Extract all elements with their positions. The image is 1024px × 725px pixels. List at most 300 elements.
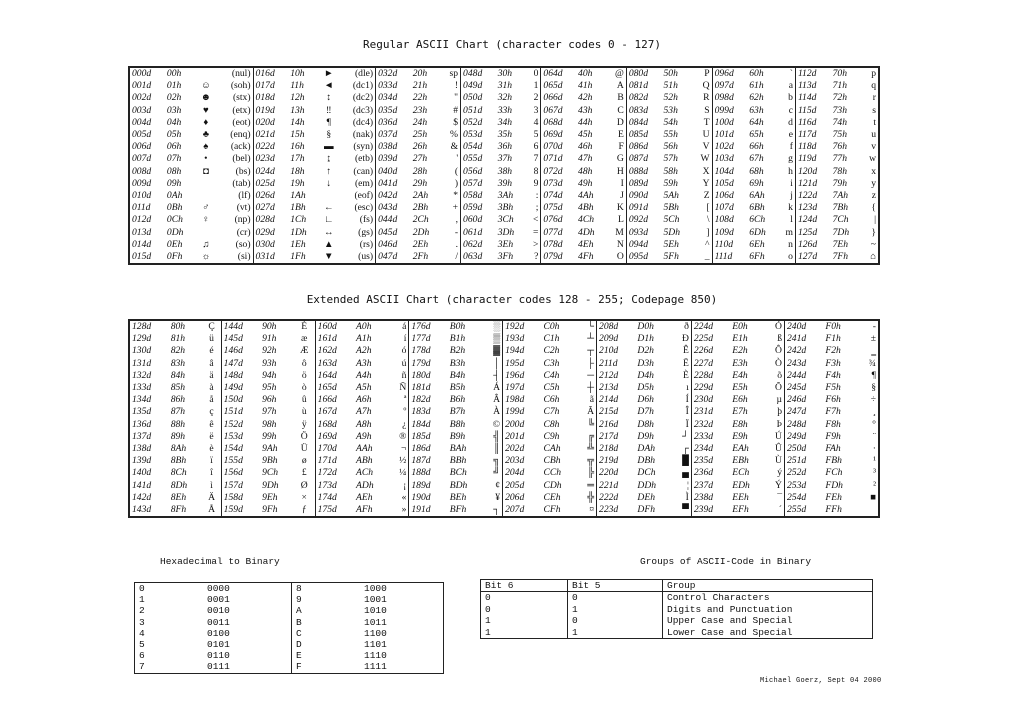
decimal-code: 041d: [378, 177, 398, 189]
hex-code: 10h: [290, 68, 305, 79]
character-glyph: ↑: [326, 165, 332, 177]
table-row: [129, 320, 879, 333]
hex-code: 9Fh: [262, 504, 278, 516]
hex-code: A0h: [356, 321, 372, 332]
hex-code: F8h: [825, 418, 841, 430]
character-glyph: 0: [526, 67, 541, 80]
character-glyph: T: [692, 117, 712, 129]
hex-code: 60h: [749, 68, 764, 79]
table-row: [129, 166, 879, 178]
character-glyph: ¾: [859, 358, 879, 370]
character-glyph: O: [607, 251, 627, 264]
character-glyph: i: [778, 178, 796, 190]
decimal-code: 079d: [543, 251, 563, 263]
character-glyph: %: [441, 129, 460, 141]
character-glyph: P: [692, 67, 712, 80]
character-glyph: ): [441, 178, 460, 190]
hex-code: 03h: [166, 104, 182, 116]
character-glyph: [: [692, 202, 712, 214]
character-glyph: ◄: [324, 80, 334, 92]
control-name: (bs): [216, 166, 253, 178]
hex-code: 26h: [412, 141, 428, 153]
character-glyph: ¼: [390, 467, 409, 479]
decimal-code: 212d: [599, 369, 619, 381]
decimal-code: 080d: [628, 68, 648, 79]
character-glyph: ã: [578, 394, 597, 406]
decimal-code: 203d: [505, 455, 525, 467]
hex-code: 87h: [170, 406, 186, 418]
character-glyph: ♀: [202, 214, 210, 226]
decimal-code: 064d: [543, 68, 563, 79]
character-glyph: s: [861, 105, 879, 117]
character-glyph: A: [607, 80, 627, 92]
character-glyph: Z: [692, 190, 712, 202]
decimal-code: 126d: [797, 238, 818, 250]
decimal-code: 021d: [255, 129, 275, 141]
decimal-code: 008d: [132, 165, 152, 177]
hex-code: 2Bh: [412, 202, 429, 214]
character-glyph: k: [778, 202, 796, 214]
character-glyph: ║: [483, 443, 502, 455]
regular-chart-title: Regular ASCII Chart (character codes 0 - 127): [362, 38, 661, 51]
decimal-code: 036d: [378, 116, 398, 128]
table-row: [129, 455, 879, 467]
character-glyph: ╬: [578, 492, 597, 504]
character-glyph: ♠: [203, 141, 209, 153]
character-glyph: ]: [692, 227, 712, 239]
character-glyph: ┘: [673, 431, 692, 443]
binary-value: 1111: [364, 661, 387, 673]
character-glyph: ☻: [200, 92, 211, 104]
character-glyph: Ã: [578, 406, 597, 418]
hex-code: 17h: [290, 153, 305, 165]
hex-code: 6Fh: [749, 251, 765, 263]
decimal-code: 135d: [132, 406, 152, 418]
character-glyph: 9: [526, 178, 541, 190]
decimal-code: 016d: [255, 68, 275, 79]
hex-code: 08h: [166, 165, 182, 177]
character-glyph: ■: [859, 492, 879, 504]
hex-code: F3h: [825, 357, 841, 369]
hex-code: AEh: [356, 491, 373, 503]
hex-code: E2h: [732, 345, 748, 357]
decimal-code: 223d: [599, 504, 619, 516]
hex-code: 01h: [166, 80, 182, 92]
table-row: [129, 214, 879, 226]
hex-code: 83h: [170, 357, 186, 369]
decimal-code: 242d: [786, 345, 807, 357]
decimal-code: 000d: [132, 68, 152, 79]
hex-code: AFh: [356, 504, 373, 516]
hex-code: CDh: [543, 479, 562, 491]
character-glyph: D: [607, 117, 627, 129]
character-glyph: [319, 190, 339, 202]
character-glyph: n: [778, 239, 796, 251]
hex-digit: 8: [296, 583, 302, 594]
decimal-code: 031d: [255, 251, 275, 263]
character-glyph: G: [607, 153, 627, 165]
hex-code: 56h: [663, 141, 678, 153]
character-glyph: à: [202, 382, 221, 394]
hex-code: 00h: [166, 68, 182, 79]
hex-code: D7h: [637, 406, 654, 418]
decimal-code: 209d: [599, 333, 619, 345]
decimal-code: 237d: [693, 479, 714, 491]
decimal-code: 157d: [223, 479, 243, 491]
character-glyph: [195, 178, 216, 190]
table-row: [135, 617, 444, 628]
decimal-code: 140d: [132, 467, 152, 479]
character-glyph: ¨: [859, 431, 879, 443]
binary-value: 0000: [203, 583, 292, 595]
table-row: [129, 129, 879, 141]
decimal-code: 133d: [132, 382, 152, 394]
character-glyph: C: [607, 105, 627, 117]
decimal-code: 178d: [411, 345, 431, 357]
hex-code: 73h: [832, 104, 847, 116]
decimal-code: 155d: [223, 455, 243, 467]
character-glyph: _: [692, 251, 712, 264]
hex-digit: 9: [296, 594, 302, 606]
character-glyph: ¦: [673, 480, 692, 492]
table-row: [129, 358, 879, 370]
decimal-code: 240d: [786, 321, 807, 332]
decimal-code: 188d: [411, 467, 431, 479]
control-name: (eot): [216, 117, 253, 129]
hex-code: BCh: [449, 467, 467, 479]
decimal-code: 018d: [255, 92, 275, 104]
table-row: [129, 67, 879, 80]
hex-code: 0Eh: [166, 238, 183, 250]
hex-code: A8h: [356, 418, 372, 430]
decimal-code: 085d: [628, 129, 648, 141]
decimal-code: 250d: [786, 443, 807, 455]
character-glyph: ┴: [578, 333, 597, 345]
character-glyph: !: [441, 80, 460, 92]
hex-code: 94h: [262, 369, 277, 381]
decimal-code: 159d: [223, 504, 243, 516]
table-row: [129, 419, 879, 431]
character-glyph: I: [607, 178, 627, 190]
hex-code: 55h: [663, 129, 678, 141]
hex-digit: 2: [139, 605, 145, 617]
character-glyph: [195, 190, 216, 202]
hex-code: 67h: [749, 153, 764, 165]
decimal-code: 026d: [255, 190, 275, 202]
table-row: [481, 592, 873, 604]
hex-code: 54h: [663, 116, 678, 128]
character-glyph: ¸: [859, 406, 879, 418]
hex-code: 75h: [832, 129, 847, 141]
hex-code: 07h: [166, 153, 182, 165]
hex-code: E8h: [732, 418, 748, 430]
character-glyph: R: [692, 92, 712, 104]
hex-code: 9Dh: [262, 479, 279, 491]
hex-code: ABh: [356, 455, 373, 467]
hex-code: 3Ch: [497, 214, 514, 226]
hex-code: 89h: [170, 430, 186, 442]
character-glyph: ;: [526, 202, 541, 214]
hex-code: 7Fh: [832, 251, 849, 263]
control-name: (vt): [216, 202, 253, 214]
decimal-code: 123d: [797, 202, 818, 214]
character-glyph: ì: [202, 480, 221, 492]
decimal-code: 241d: [786, 333, 807, 345]
hex-code: 1Ah: [290, 190, 306, 202]
character-glyph: ├: [578, 358, 597, 370]
control-name: (gs): [339, 227, 376, 239]
decimal-code: 086d: [628, 141, 648, 153]
decimal-code: 025d: [255, 177, 275, 189]
character-glyph: 6: [526, 141, 541, 153]
hex-code: 4Bh: [578, 202, 594, 214]
decimal-code: 191d: [411, 504, 431, 516]
decimal-code: 162d: [317, 345, 337, 357]
character-glyph: ♂: [202, 202, 210, 214]
hex-code: EAh: [732, 443, 749, 455]
decimal-code: 101d: [714, 129, 734, 141]
decimal-code: 032d: [378, 68, 398, 79]
table-row: [135, 639, 444, 650]
hex-code: 69h: [749, 177, 764, 189]
character-glyph: v: [861, 141, 879, 153]
decimal-code: 043d: [378, 202, 398, 214]
decimal-code: 113d: [797, 80, 817, 92]
decimal-code: 011d: [132, 202, 151, 214]
character-glyph: y: [861, 178, 879, 190]
hex-code: F2h: [825, 345, 841, 357]
decimal-code: 139d: [132, 455, 152, 467]
character-glyph: ►: [324, 68, 334, 79]
hex-code: F4h: [825, 369, 841, 381]
decimal-code: 156d: [223, 467, 243, 479]
character-glyph: ä: [202, 370, 221, 382]
hex-digit: 4: [139, 627, 145, 639]
character-glyph: 1: [526, 80, 541, 92]
decimal-code: 077d: [543, 226, 563, 238]
hex-code: FCh: [825, 467, 843, 479]
decimal-code: 015d: [132, 251, 152, 263]
character-glyph: p: [861, 67, 879, 80]
decimal-code: 109d: [714, 226, 734, 238]
hex-digit: D: [296, 639, 302, 651]
hex-code: B6h: [449, 394, 466, 406]
hex-code: FBh: [825, 455, 842, 467]
character-glyph: ↓: [326, 177, 332, 189]
hex-code: AAh: [356, 443, 373, 455]
decimal-code: 160d: [317, 321, 337, 332]
decimal-code: 082d: [628, 92, 648, 104]
decimal-code: 151d: [223, 406, 243, 418]
group-name: Digits and Punctuation: [663, 604, 873, 615]
decimal-code: 224d: [693, 321, 714, 332]
table-row: [129, 227, 879, 239]
decimal-code: 235d: [693, 455, 714, 467]
hex-code: 25h: [412, 129, 428, 141]
decimal-code: 169d: [317, 430, 337, 442]
decimal-code: 136d: [132, 418, 152, 430]
hex-code: 7Eh: [832, 238, 849, 250]
hex-code: BEh: [449, 491, 467, 503]
decimal-code: 105d: [714, 177, 734, 189]
hex-code: 5Eh: [663, 238, 679, 250]
character-glyph: u: [861, 129, 879, 141]
character-glyph: ∟: [324, 214, 334, 226]
decimal-code: 137d: [132, 430, 152, 442]
decimal-code: 196d: [505, 369, 525, 381]
decimal-code: 189d: [411, 479, 431, 491]
character-glyph: ?: [526, 251, 541, 264]
hex-code: 96h: [262, 394, 277, 406]
binary-value: 1100: [364, 627, 387, 639]
decimal-code: 092d: [628, 214, 648, 226]
hex-code: F7h: [825, 406, 841, 418]
decimal-code: 121d: [797, 177, 818, 189]
decimal-code: 146d: [223, 345, 243, 357]
character-glyph: w: [861, 153, 879, 165]
hex-code: 4Ch: [578, 214, 595, 226]
character-glyph: 2: [526, 92, 541, 104]
hex-code: 2Eh: [412, 238, 429, 250]
character-glyph: º: [390, 406, 409, 418]
character-glyph: ╚: [578, 419, 597, 431]
hex-code: CAh: [543, 443, 561, 455]
decimal-code: 128d: [132, 321, 152, 332]
hex-code: 93h: [262, 357, 277, 369]
table-row: [129, 394, 879, 406]
decimal-code: 177d: [411, 333, 431, 345]
decimal-code: 231d: [693, 406, 714, 418]
decimal-code: 048d: [463, 68, 483, 79]
hex-code: CCh: [543, 467, 562, 479]
decimal-code: 035d: [378, 104, 398, 116]
control-name: (dc1): [339, 80, 376, 92]
table-row: [129, 80, 879, 92]
character-glyph: r: [861, 92, 879, 104]
character-glyph: É: [294, 320, 315, 333]
decimal-code: 110d: [714, 238, 734, 250]
hex-code: 22h: [412, 92, 428, 104]
control-name: (si): [216, 251, 253, 264]
hex-code: DBh: [637, 455, 656, 467]
control-name: (etx): [216, 105, 253, 117]
decimal-code: 103d: [714, 153, 734, 165]
hex-code: 15h: [290, 129, 305, 141]
hex-code: 0Ah: [166, 190, 183, 202]
character-glyph: o: [778, 251, 796, 264]
hex-code: 97h: [262, 406, 277, 418]
decimal-code: 201d: [505, 430, 525, 442]
bit6-value: 1: [481, 627, 568, 639]
hex-code: B3h: [449, 357, 466, 369]
decimal-code: 134d: [132, 394, 152, 406]
decimal-code: 091d: [628, 202, 648, 214]
character-glyph: ═: [578, 480, 597, 492]
character-glyph: Ù: [766, 455, 785, 467]
decimal-code: 129d: [132, 333, 152, 345]
decimal-code: 131d: [132, 357, 152, 369]
decimal-code: 181d: [411, 382, 431, 394]
hex-code: 51h: [663, 80, 678, 92]
character-glyph: z: [861, 190, 879, 202]
decimal-code: 022d: [255, 141, 275, 153]
hex-code: 66h: [749, 141, 764, 153]
hex-digit: 3: [139, 616, 145, 628]
decimal-code: 225d: [693, 333, 714, 345]
character-glyph: Ü: [294, 443, 315, 455]
decimal-code: 122d: [797, 190, 818, 202]
character-glyph: æ: [294, 333, 315, 345]
table-row: [129, 190, 879, 202]
hex-code: DFh: [637, 504, 656, 516]
decimal-code: 012d: [132, 214, 152, 226]
hex-code: 29h: [412, 177, 428, 189]
hex-code: 64h: [749, 116, 764, 128]
group-name: Lower Case and Special: [663, 627, 873, 639]
character-glyph: ô: [294, 358, 315, 370]
character-glyph: .: [441, 239, 460, 251]
character-glyph: ¥: [483, 492, 502, 504]
decimal-code: 229d: [693, 382, 714, 394]
character-glyph: -: [859, 320, 879, 333]
hex-binary-table: [134, 582, 444, 674]
character-glyph: ¿: [390, 419, 409, 431]
binary-value: 0011: [203, 617, 292, 628]
hex-code: C7h: [543, 406, 560, 418]
character-glyph: Ý: [766, 480, 785, 492]
table-row: [129, 480, 879, 492]
decimal-code: 184d: [411, 418, 431, 430]
character-glyph: ╣: [483, 431, 502, 443]
hex-code: 8Fh: [170, 504, 187, 516]
hex-code: 6Bh: [749, 202, 765, 214]
character-glyph: ¹: [859, 455, 879, 467]
control-name: (ack): [216, 141, 253, 153]
hex-code: CFh: [543, 504, 561, 516]
character-glyph: á: [390, 320, 409, 333]
decimal-code: 023d: [255, 153, 275, 165]
decimal-code: 245d: [786, 382, 807, 394]
decimal-code: 222d: [599, 491, 619, 503]
hex-code: D8h: [637, 418, 654, 430]
hex-code: A3h: [356, 357, 372, 369]
hex-code: C3h: [543, 357, 560, 369]
character-glyph: ú: [390, 358, 409, 370]
character-glyph: Ñ: [390, 382, 409, 394]
character-glyph: ÿ: [294, 419, 315, 431]
hex-code: 4Fh: [578, 251, 594, 263]
decimal-code: 111d: [714, 251, 733, 263]
character-glyph: a: [778, 80, 796, 92]
character-glyph: ♦: [203, 116, 209, 128]
decimal-code: 226d: [693, 345, 714, 357]
decimal-code: 056d: [463, 165, 483, 177]
decimal-code: 107d: [714, 202, 734, 214]
character-glyph: L: [607, 214, 627, 226]
decimal-code: 244d: [786, 369, 807, 381]
table-row: [129, 382, 879, 394]
hex-code: 2Ah: [412, 190, 429, 202]
character-glyph: Õ: [766, 382, 785, 394]
extended-chart-title: Extended ASCII Chart (character codes 128 - 255; Codepage 850): [306, 293, 718, 306]
decimal-code: 010d: [132, 190, 152, 202]
decimal-code: 067d: [543, 104, 563, 116]
hex-code: 7Ch: [832, 214, 849, 226]
decimal-code: 071d: [543, 153, 563, 165]
hex-code: 47h: [578, 153, 593, 165]
decimal-code: 120d: [797, 165, 818, 177]
character-glyph: |: [861, 214, 879, 226]
